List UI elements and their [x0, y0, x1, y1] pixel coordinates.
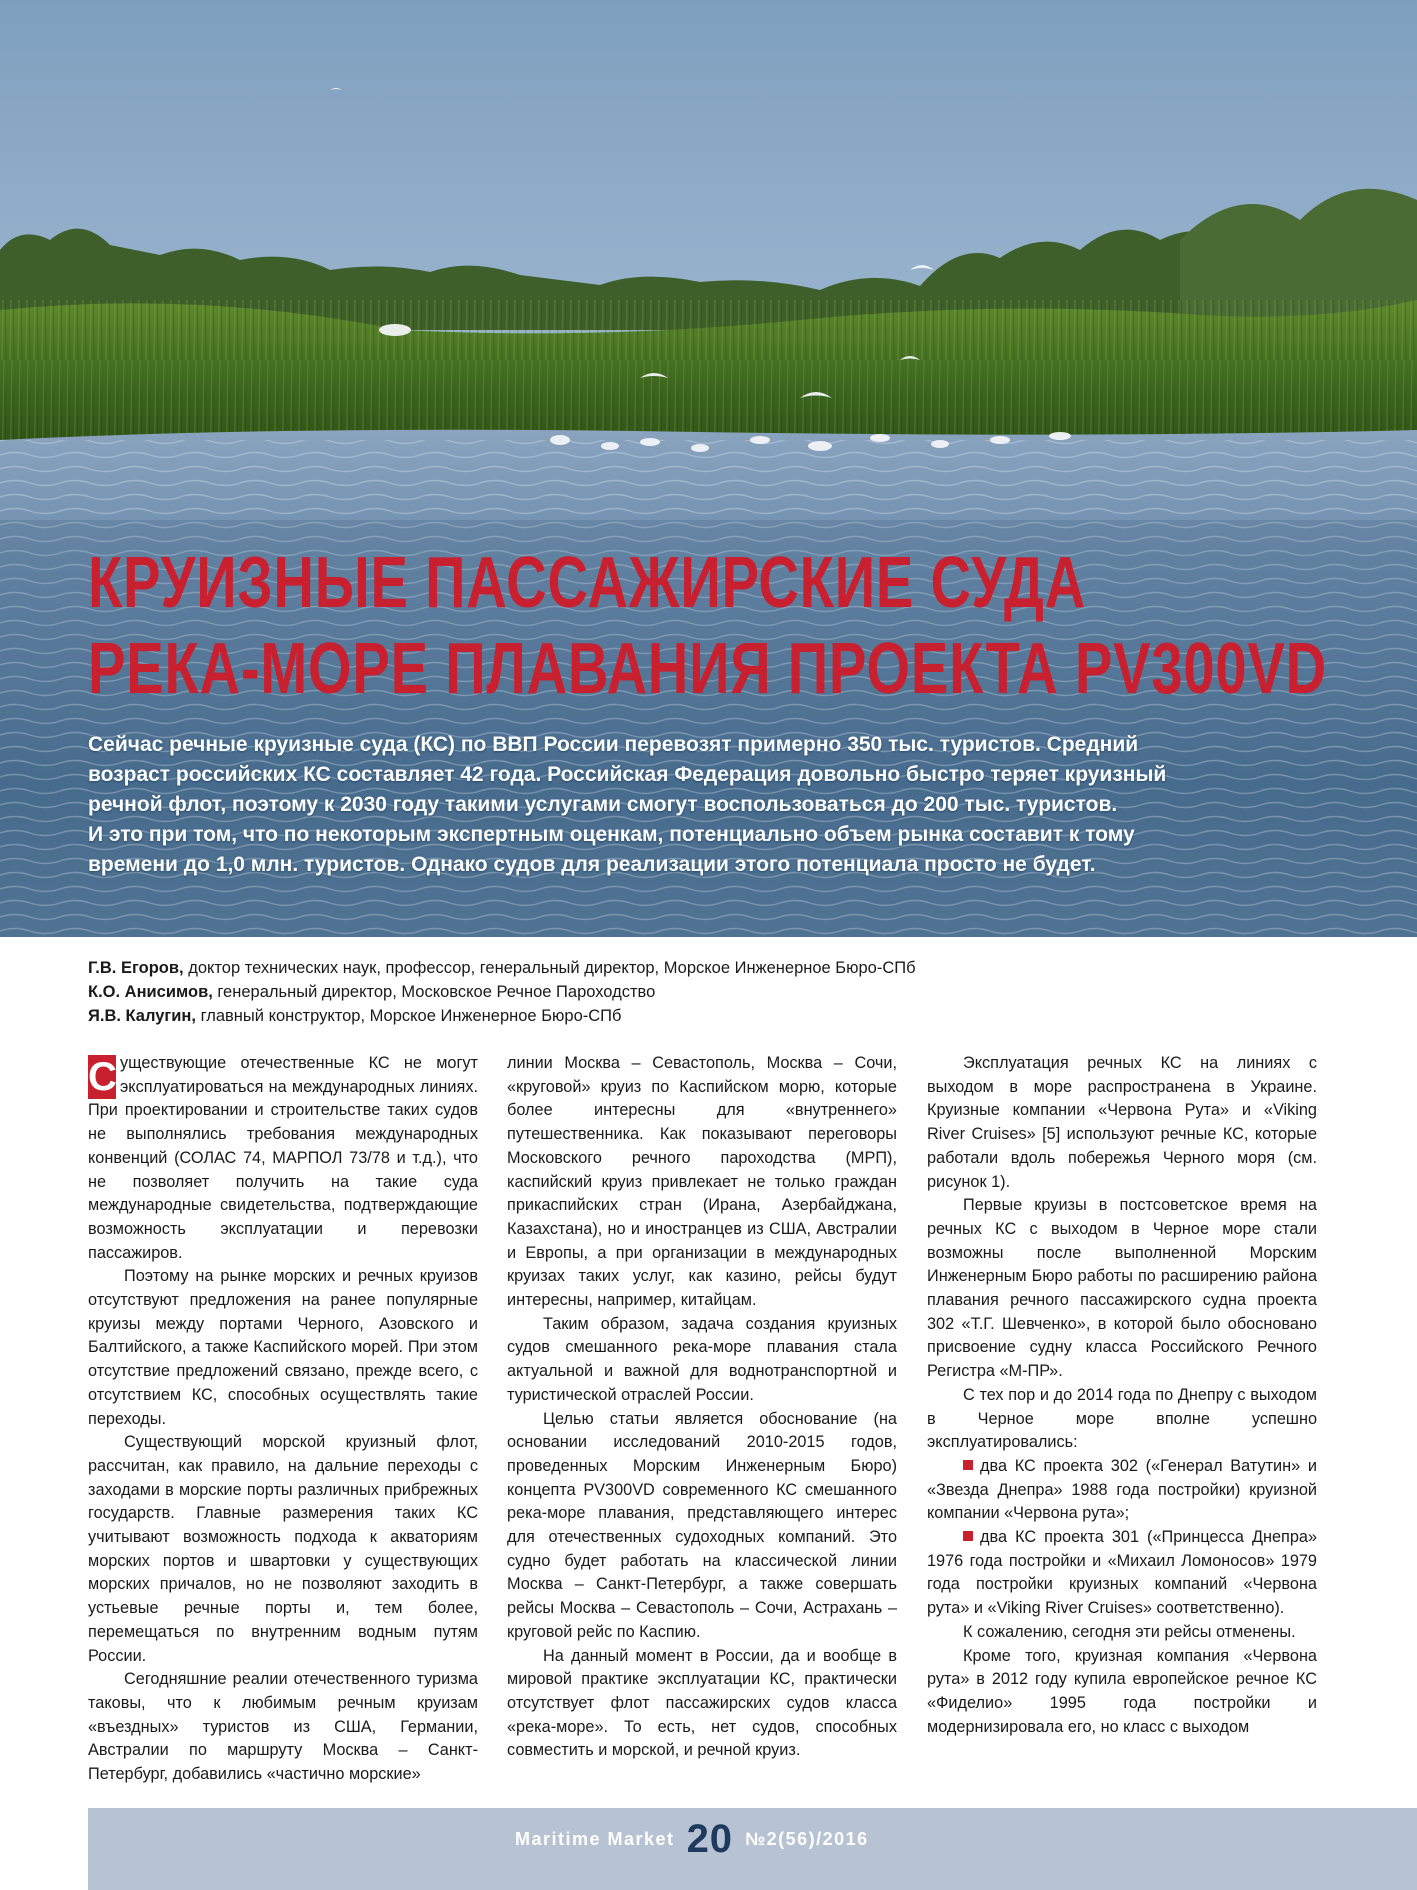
author-role: главный конструктор, Морское Инженерное Бюро-СПб: [200, 1007, 622, 1025]
author-name: Г.В. Егоров,: [88, 959, 184, 977]
lead-line: возраст российских КС составляет 42 года. Российская Федерация довольно быстро теряет круизный: [88, 763, 1167, 786]
author-entry: [88, 1004, 1328, 1028]
square-bullet-icon: [963, 1531, 973, 1541]
body-column-3: [927, 1052, 1317, 1739]
bullet-text: два КС проекта 302 («Генерал Ватутин» и «Звезда Днепра» 1988 года постройки) круизной компании «Червона рута»;: [927, 1456, 1317, 1523]
body-paragraph: Первые круизы в постсоветское время на речных КС с выходом в Черное море стали возможны после выполненной Морским Инженерным Бюро работы по расширению района плавания речного пассажирского судна проекта 302 «Т.Г. Шевченко», в которой было обосновано присвоение судну класса Российского Речного Регистра «М-ПР».: [927, 1196, 1317, 1381]
article-title: [88, 540, 1327, 712]
lead-line: времени до 1,0 млн. туристов. Однако судов для реализации этого потенциала просто не будет.: [88, 853, 1096, 876]
issue-number: №2(56)/2016: [745, 1828, 869, 1849]
body-paragraph: Таким образом, задача создания круизных судов смешанного река-море плавания стала актуальной и важной для воднотранспортной и туристической отраслей России.: [507, 1314, 897, 1404]
bullet-item: [927, 1455, 1317, 1526]
body-column-2: [507, 1052, 897, 1763]
author-role: доктор технических наук, профессор, генеральный директор, Морское Инженерное Бюро-СПб: [188, 959, 916, 977]
article-title-line-2: РЕКА-МОРЕ ПЛАВАНИЯ ПРОЕКТА PV300VD: [88, 629, 1327, 709]
square-bullet-icon: [963, 1460, 973, 1470]
paragraph-text: уществующие отечественные КС не могут эксплуатироваться на международных линиях. При проектировании и строительстве таких судов не выполнялись требования международных конвенций (СОЛАС 74, МАРПОЛ 73/78 и т.д.), что не позволяет получить на такие суда международные свидетельства, подтверждающие возможность эксплуатации и перевозки пассажиров.: [88, 1054, 478, 1262]
body-paragraph: [88, 1052, 478, 1265]
author-list: [88, 956, 1328, 1028]
body-paragraph: Поэтому на рынке морских и речных круизов отсутствуют предложения на ранее популярные круизы между портами Черного, Азовского и Балтийского, а также Каспийского морей. При этом отсутствие предложений связано, прежде всего, с отсутствием КС, способных осуществлять такие переходы.: [88, 1267, 478, 1428]
drop-cap: С: [88, 1055, 117, 1099]
body-paragraph: Целью статьи является обоснование (на основании исследований 2010-2015 годов, проведенных Морским Инженерным Бюро) концепта PV300VD современного КС смешанного река-море плавания, представляющего интерес для отечественных судоходных компаний. Это судно будет работать на классической линии Москва – Санкт-Петербург, а также совершать рейсы Москва – Севастополь – Сочи, Астрахань – круговой рейс по Каспию.: [507, 1409, 897, 1641]
lead-line: Сейчас речные круизные суда (КС) по ВВП России перевозят примерно 350 тыс. туристов. Средний: [88, 733, 1139, 756]
body-paragraph: Эксплуатация речных КС на линиях с выходом в море распространена в Украине. Круизные компании «Червона Рута» и «Viking River Cruises» [5] используют речные КС, которые работали вдоль побережья Черного моря (см. рисунок 1).: [927, 1054, 1317, 1191]
body-paragraph: К сожалению, сегодня эти рейсы отменены.: [963, 1622, 1296, 1641]
page-footer: [88, 1808, 1417, 1890]
body-paragraph: Существующий морской круизный флот, рассчитан, как правило, на дальние переходы с заходами в морские порты различных прибрежных государств. Главные размерения таких КС учитывают возможность подхода к акваториям морских портов и швартовки у существующих морских причалов, но не позволяют заходить в устьевые речные порты и, тем более, перемещаться по внутренним водным путям России.: [88, 1433, 478, 1665]
author-entry: [88, 980, 1328, 1004]
body-paragraph: Кроме того, круизная компания «Червона рута» в 2012 году купила европейское речное КС «Фиделио» 1995 года постройки и модернизировала его, но класс с выходом: [927, 1646, 1317, 1736]
article-lead: [88, 730, 1348, 880]
article-title-line-1: КРУИЗНЫЕ ПАССАЖИРСКИЕ СУДА: [88, 543, 1087, 623]
author-role: генеральный директор, Московское Речное Пароходство: [217, 983, 656, 1001]
body-column-1: [88, 1052, 478, 1787]
footer-content: [515, 1814, 869, 1864]
body-paragraph: На данный момент в России, да и вообще в мировой практике эксплуатации КС, практически отсутствует флот пассажирских судов класса «река-море». То есть, нет судов, способных совместить и морской, и речной круиз.: [507, 1646, 897, 1760]
author-name: Я.В. Калугин,: [88, 1007, 196, 1025]
body-paragraph: линии Москва – Севастополь, Москва – Сочи, «круговой» круиз по Каспийском морю, которые более интересны для «внутреннего» путешественника. Как показывают переговоры Московского речного пароходства (МРП), каспийский круиз привлекает не только граждан прикаспийских стран (Ирана, Азербайджана, Казахстана), но и иностранцев из США, Австралии и Европы, а при организации в международных круизах таких услуг, как казино, рейсы будут интересны, например, китайцам.: [507, 1054, 897, 1310]
magazine-name: Maritime Market: [515, 1828, 675, 1849]
lead-line: И это при том, что по некоторым экспертным оценкам, потенциально объем рынка составит к тому: [88, 823, 1135, 846]
lead-line: речной флот, поэтому к 2030 году такими услугами смогут воспользоваться до 200 тыс. туристов.: [88, 793, 1118, 816]
page-number: 20: [686, 1816, 734, 1861]
author-name: К.О. Анисимов,: [88, 983, 213, 1001]
body-paragraph: Сегодняшние реалии отечественного туризма таковы, что к любимым речным круизам «въездных» туристов из США, Германии, Австралии по маршруту Москва – Санкт-Петербург, добавились «частично морские»: [88, 1670, 478, 1784]
bullet-item: [927, 1526, 1317, 1621]
body-paragraph: С тех пор и до 2014 года по Днепру с выходом в Черное море вполне успешно эксплуатировались:: [927, 1385, 1317, 1452]
bullet-text: два КС проекта 301 («Принцесса Днепра» 1976 года постройки и «Михаил Ломоносов» 1979 года постройки круизных компаний «Червона рута» и «Viking River Cruises» соответственно).: [927, 1528, 1317, 1618]
hero-photo: [0, 0, 1417, 937]
author-entry: [88, 956, 1328, 980]
